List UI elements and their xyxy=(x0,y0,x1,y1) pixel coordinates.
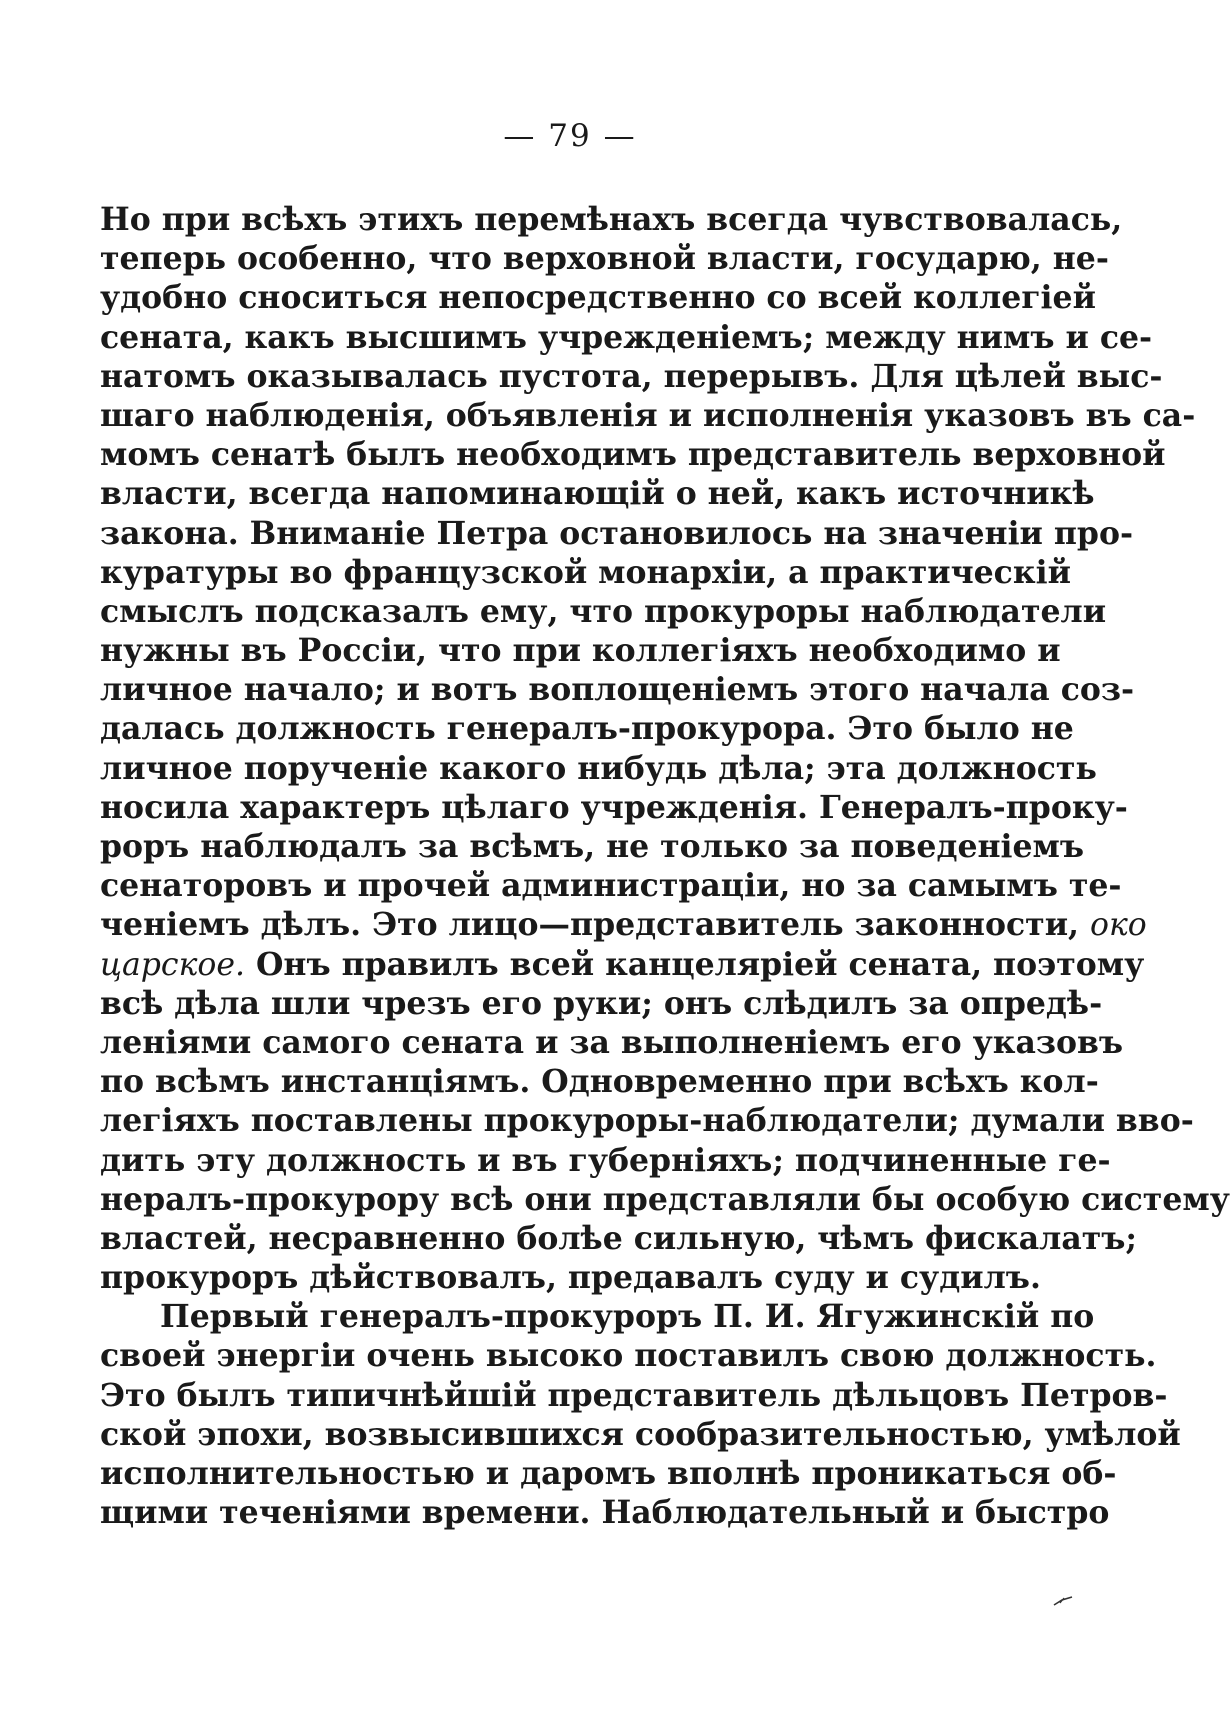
text-line: сената, какъ высшимъ учрежденiемъ; между нимъ и се- xyxy=(100,318,1153,356)
italic-phrase: царское. xyxy=(100,946,245,983)
page-number: — 79 — xyxy=(503,118,637,154)
text-line: власти, всегда напоминающiй о ней, какъ источникѣ xyxy=(100,475,1095,513)
text-line: дить эту должность и въ губернiяхъ; подчиненные ге- xyxy=(100,1141,1111,1179)
text-line: шаго наблюденiя, объявленiя и исполненiя указовъ въ са- xyxy=(100,396,1196,434)
text-run: ченiемъ дѣлъ. Это лицо—представитель законности, xyxy=(100,906,1080,944)
text-line: личное начало; и вотъ воплощенiемъ этого начала соз- xyxy=(100,671,1135,709)
text-line xyxy=(100,945,1145,984)
text-line: властей, несравненно болѣе сильную, чѣмъ фискалатъ; xyxy=(100,1219,1138,1257)
text-run: Онъ правилъ всей канцелярiей сената, поэтому xyxy=(255,945,1145,983)
paragraph-end-line: прокуроръ дѣйствовалъ, предавалъ суду и судилъ. xyxy=(100,1259,1041,1297)
text-line: натомъ оказывалась пустота, перерывъ. Для цѣлей выс- xyxy=(100,357,1163,395)
text-line: по всѣмъ инстанцiямъ. Одновременно при всѣхъ кол- xyxy=(100,1063,1099,1101)
text-line: нералъ-прокурору всѣ они представляли бы особую систему xyxy=(100,1180,1230,1218)
text-line: теперь особенно, что верховной власти, государю, не- xyxy=(100,240,1109,278)
text-line: роръ наблюдалъ за всѣмъ, не только за поведенiемъ xyxy=(100,828,1085,865)
text-line: удобно сноситься непосредственно со всей коллегiей xyxy=(100,279,1096,317)
italic-phrase: око xyxy=(1090,907,1147,944)
text-line: сенаторовъ и прочей администрацiи, но за самымъ те- xyxy=(100,867,1122,905)
text-line: далась должность генералъ-прокурора. Это было не xyxy=(100,710,1074,748)
text-line: своей энергiи очень высоко поставилъ свою должность. xyxy=(100,1337,1157,1375)
text-line: исполнительностью и даромъ вполнѣ проникаться об- xyxy=(100,1455,1117,1492)
text-line: носила характеръ цѣлаго учрежденiя. Генералъ-проку- xyxy=(100,788,1128,826)
text-line: всѣ дѣла шли чрезъ его руки; онъ слѣдилъ за опредѣ- xyxy=(100,984,1103,1022)
stray-ink-mark-icon xyxy=(1052,1596,1074,1606)
body-text xyxy=(100,200,1230,1532)
text-line: нужны въ Россiи, что при коллегiяхъ необходимо и xyxy=(100,632,1061,670)
text-line: Но при всѣхъ этихъ перемѣнахъ всегда чувствовалась, xyxy=(100,201,1123,238)
text-line: закона. Вниманiе Петра остановилось на значенiи про- xyxy=(100,514,1134,552)
text-line xyxy=(100,905,1147,944)
text-line: щими теченiями времени. Наблюдательный и быстро xyxy=(100,1494,1110,1532)
text-line: смыслъ подсказалъ ему, что прокуроры наблюдатели xyxy=(100,592,1107,630)
text-line: личное порученiе какого нибудь дѣла; эта должность xyxy=(100,749,1097,787)
text-line: ленiями самого сената и за выполненiемъ его указовъ xyxy=(100,1023,1124,1061)
paragraph-start-line: Первый генералъ-прокуроръ П. И. Ягужинскiй по xyxy=(160,1298,1095,1336)
text-line: легiяхъ поставлены прокуроры-наблюдатели; думали вво- xyxy=(100,1102,1194,1140)
text-line: момъ сенатѣ былъ необходимъ представитель верховной xyxy=(100,436,1166,474)
text-line: ской эпохи, возвысившихся сообразительностью, умѣлой xyxy=(100,1415,1181,1453)
text-line: куратуры во французской монархiи, а практическiй xyxy=(100,553,1071,591)
text-line: Это былъ типичнѣйшiй представитель дѣльцовъ Петров- xyxy=(100,1376,1168,1414)
